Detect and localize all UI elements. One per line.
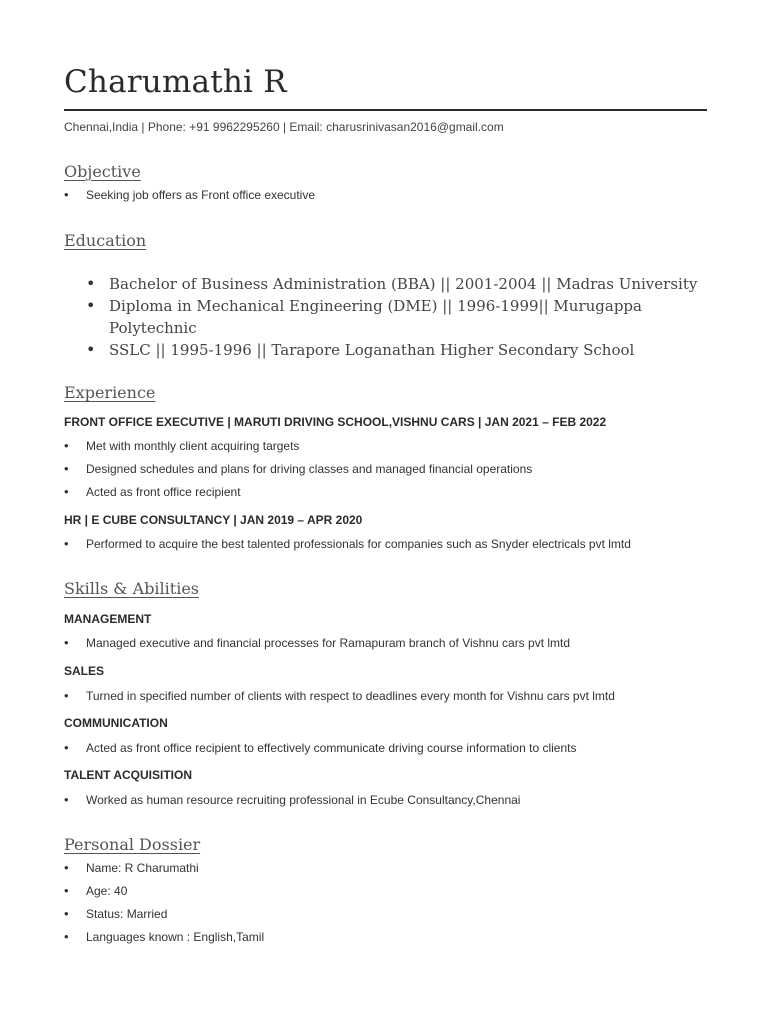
contact-line: Chennai,India | Phone: +91 9962295260 | Email: charusrinivasan2016@gmail.com [64, 120, 504, 134]
personal-heading: Personal Dossier [64, 835, 201, 854]
skill-list [64, 634, 570, 657]
skill-group-title: SALES [64, 664, 105, 678]
objective-list [64, 186, 315, 209]
education-item: • Bachelor of Business Administration (BBA) || 2001-2004 || Madras University [64, 273, 729, 295]
skill-group-title: MANAGEMENT [64, 612, 152, 626]
education-list [64, 273, 729, 361]
job-duty-item: • Met with monthly client acquiring targets [64, 437, 532, 460]
skill-list [64, 739, 576, 762]
personal-item: • Age: 40 [64, 882, 264, 905]
job-duty-item: • Acted as front office recipient [64, 483, 532, 506]
job-duty-item: • Performed to acquire the best talented professionals for companies such as Snyder electricals pvt lmtd [64, 535, 631, 558]
skill-list [64, 687, 615, 710]
personal-item: • Name: R Charumathi [64, 859, 264, 882]
header-rule [64, 109, 707, 111]
skills-heading: Skills & Abilities [64, 579, 200, 598]
job-title: FRONT OFFICE EXECUTIVE | MARUTI DRIVING SCHOOL,VISHNU CARS | JAN 2021 – FEB 2022 [64, 415, 607, 429]
skill-group-title: TALENT ACQUISITION [64, 768, 192, 782]
skill-item: • Managed executive and financial processes for Ramapuram branch of Vishnu cars pvt lmtd [64, 634, 570, 657]
job-duties-list [64, 437, 532, 506]
education-item: • Diploma in Mechanical Engineering (DME) || 1996-1999|| Murugappa Polytechnic [64, 295, 729, 339]
skill-group-title: COMMUNICATION [64, 716, 168, 730]
skill-list [64, 791, 520, 814]
personal-item: • Status: Married [64, 905, 264, 928]
job-title: HR | E CUBE CONSULTANCY | JAN 2019 – APR 2020 [64, 513, 363, 527]
skill-item: • Worked as human resource recruiting professional in Ecube Consultancy,Chennai [64, 791, 520, 814]
personal-item: • Languages known : English,Tamil [64, 928, 264, 951]
education-heading: Education [64, 231, 147, 250]
personal-list [64, 859, 264, 951]
experience-heading: Experience [64, 383, 156, 402]
objective-item: • Seeking job offers as Front office executive [64, 186, 315, 209]
education-item: • SSLC || 1995-1996 || Tarapore Loganathan Higher Secondary School [64, 339, 729, 361]
job-duties-list [64, 535, 631, 558]
skill-item: • Acted as front office recipient to effectively communicate driving course information to clients [64, 739, 576, 762]
skill-item: • Turned in specified number of clients with respect to deadlines every month for Vishnu cars pvt lmtd [64, 687, 615, 710]
objective-heading: Objective [64, 162, 141, 181]
job-duty-item: • Designed schedules and plans for driving classes and managed financial operations [64, 460, 532, 483]
candidate-name: Charumathi R [64, 64, 287, 100]
